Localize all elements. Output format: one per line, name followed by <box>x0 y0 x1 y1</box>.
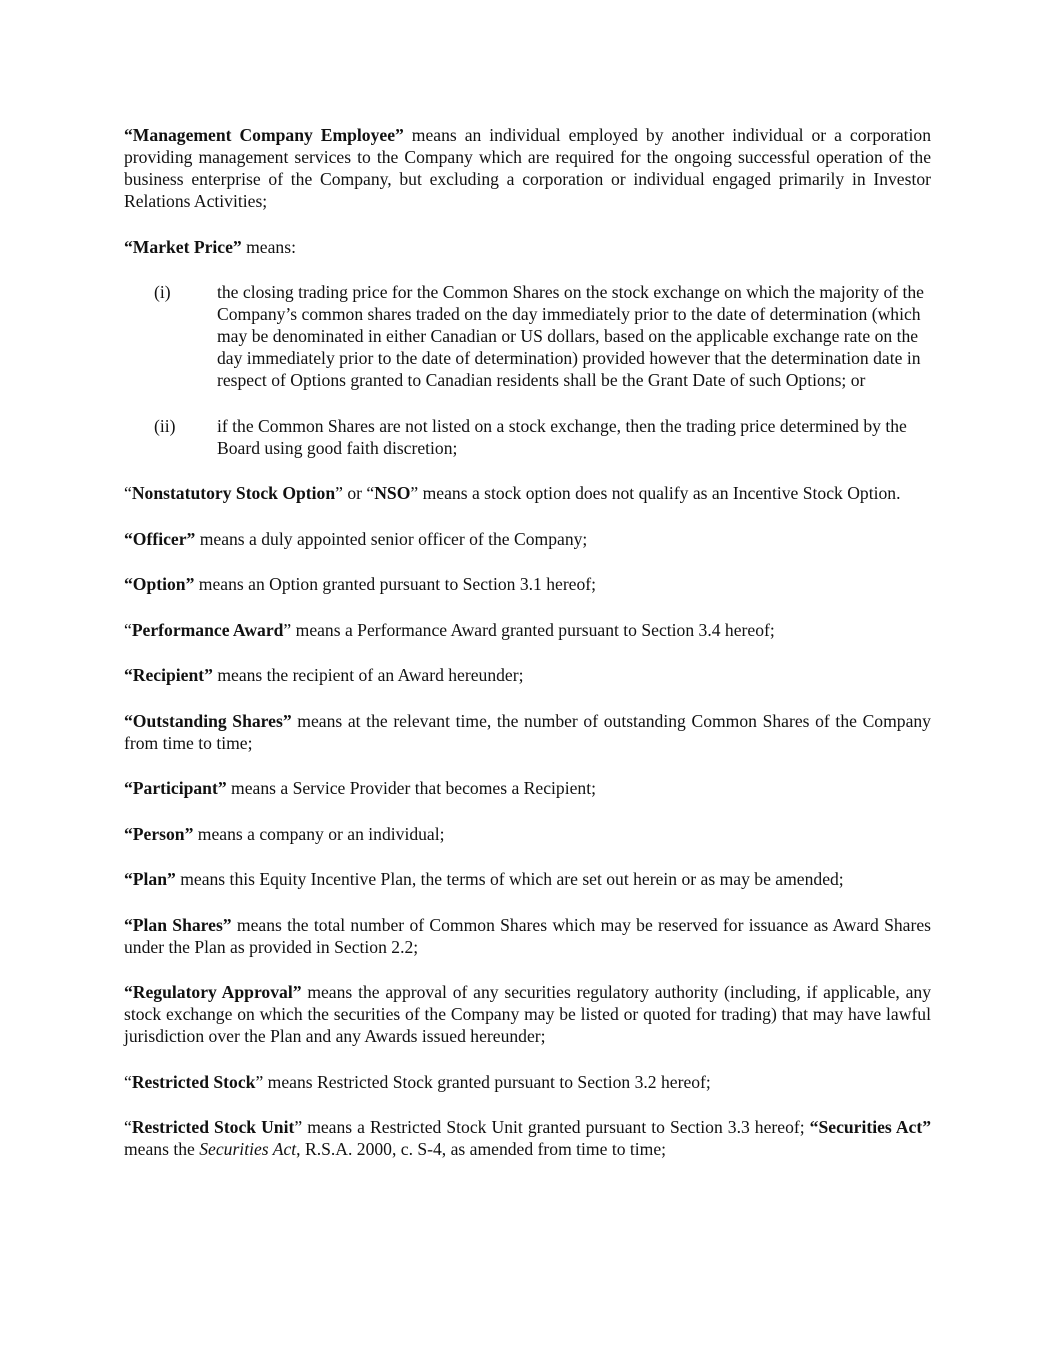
definition-restricted-stock: “Restricted Stock” means Restricted Stock granted pursuant to Section 3.2 hereof; <box>124 1071 711 1092</box>
market-price-item-ii <box>124 415 931 459</box>
definition-term: Restricted Stock <box>131 1071 256 1092</box>
definition-regulatory-approval <box>124 981 931 1047</box>
definition-term: “Market Price” <box>124 236 242 257</box>
market-price-item-i <box>124 281 931 391</box>
definition-term: “Person” <box>124 823 194 844</box>
definition-term-securities-act: “Securities Act” <box>809 1117 931 1137</box>
definition-body: means a duly appointed senior officer of the Company; <box>195 528 588 549</box>
list-number: (i) <box>154 282 171 302</box>
definition-term: “Outstanding Shares” <box>124 710 292 731</box>
definition-term: “Plan Shares” <box>124 914 232 935</box>
definition-body: means the recipient of an Award hereunder; <box>212 665 524 685</box>
definition-officer <box>124 528 931 550</box>
definition-body: means: <box>241 236 296 257</box>
definition-term: Performance Award <box>131 619 284 640</box>
definition-nso: “Nonstatutory Stock Option” or “NSO” means a stock option does not qualify as an Incentive Stock Option. <box>124 483 901 503</box>
definition-body: means the total number of Common Shares which may be reserved for issuance as Award Shares under the Plan as provided in Section 2.2; <box>124 914 931 957</box>
definition-plan <box>124 868 931 890</box>
definition-body: ” means a Restricted Stock Unit granted pursuant to Section 3.3 hereof; <box>294 1117 810 1137</box>
definition-body: means this Equity Incentive Plan, the terms of which are set out herein or as may be amended; <box>175 869 844 889</box>
definition-term: “Plan” <box>124 869 176 889</box>
statute-title: Securities Act <box>199 1139 297 1159</box>
definition-term: “Officer” <box>124 528 196 549</box>
definition-body: ” means a stock option does not qualify as an Incentive Stock Option. <box>410 483 901 503</box>
definition-outstanding-shares <box>124 710 931 754</box>
definition-body: ” means a Performance Award granted pursuant to Section 3.4 hereof; <box>283 619 775 640</box>
definition-term: “Option” <box>124 574 195 594</box>
definition-term: Restricted Stock Unit <box>131 1117 295 1137</box>
definition-participant <box>124 777 931 799</box>
definition-management-company-employee <box>124 124 931 212</box>
definition-term: NSO <box>374 483 411 503</box>
definition-body: means a Service Provider that becomes a Recipient; <box>226 778 596 798</box>
definition-body: means at the relevant time, the number of outstanding Common Shares of the Company from time to time; <box>124 710 931 753</box>
definition-body: means an Option granted pursuant to Section 3.1 hereof; <box>194 574 597 594</box>
definition-restricted-stock-unit: “Restricted Stock Unit” means a Restricted Stock Unit granted pursuant to Section 3.3 hereof; “Securities Act” means the Securities Act, R.S.A. 2000, c. S-4, as amended from time to time; <box>124 1117 931 1159</box>
definition-body: ” means Restricted Stock granted pursuant to Section 3.2 hereof; <box>255 1071 711 1092</box>
definition-term: Nonstatutory Stock Option <box>131 483 336 503</box>
definition-term: “Recipient” <box>124 665 213 685</box>
definition-recipient <box>124 664 931 686</box>
definition-performance-award: “Performance Award” means a Performance Award granted pursuant to Section 3.4 hereof; <box>124 619 775 640</box>
definition-person <box>124 823 931 845</box>
definition-body: means an individual employed by another individual or a corporation providing management services to the Company which are required for the ongoing successful operation of the business enterprise of the Company, but excluding a corporation or individual engaged primarily in Investor Relations Activities; <box>124 125 931 211</box>
list-text: the closing trading price for the Common Shares on the stock exchange on which the majority of the Company’s common shares traded on the day immediately prior to the date of determination (which may be denominated in either Canadian or US dollars, based on the applicable exchange rate on the day immediately prior to the date of determination) provided however that the determination date in respect of Options granted to Canadian residents shall be the Grant Date of such Options; or <box>217 282 924 390</box>
definition-term: “Participant” <box>124 778 227 798</box>
document-page <box>124 124 931 1184</box>
definition-body: means the approval of any securities regulatory authority (including, if applicable, any stock exchange on which the securities of the Company may be listed or quoted for trading) that may have lawful jurisdiction over the Plan and any Awards issued hereunder; <box>124 982 931 1046</box>
list-text: if the Common Shares are not listed on a stock exchange, then the trading price determined by the Board using good faith discretion; <box>217 415 907 458</box>
list-number: (ii) <box>154 415 176 436</box>
definition-market-price <box>124 236 931 258</box>
definition-plan-shares <box>124 914 931 958</box>
definition-option <box>124 573 931 595</box>
definition-body: means a company or an individual; <box>193 823 445 844</box>
definition-term: “Management Company Employee” <box>124 125 404 145</box>
definition-term: “Regulatory Approval” <box>124 982 302 1002</box>
